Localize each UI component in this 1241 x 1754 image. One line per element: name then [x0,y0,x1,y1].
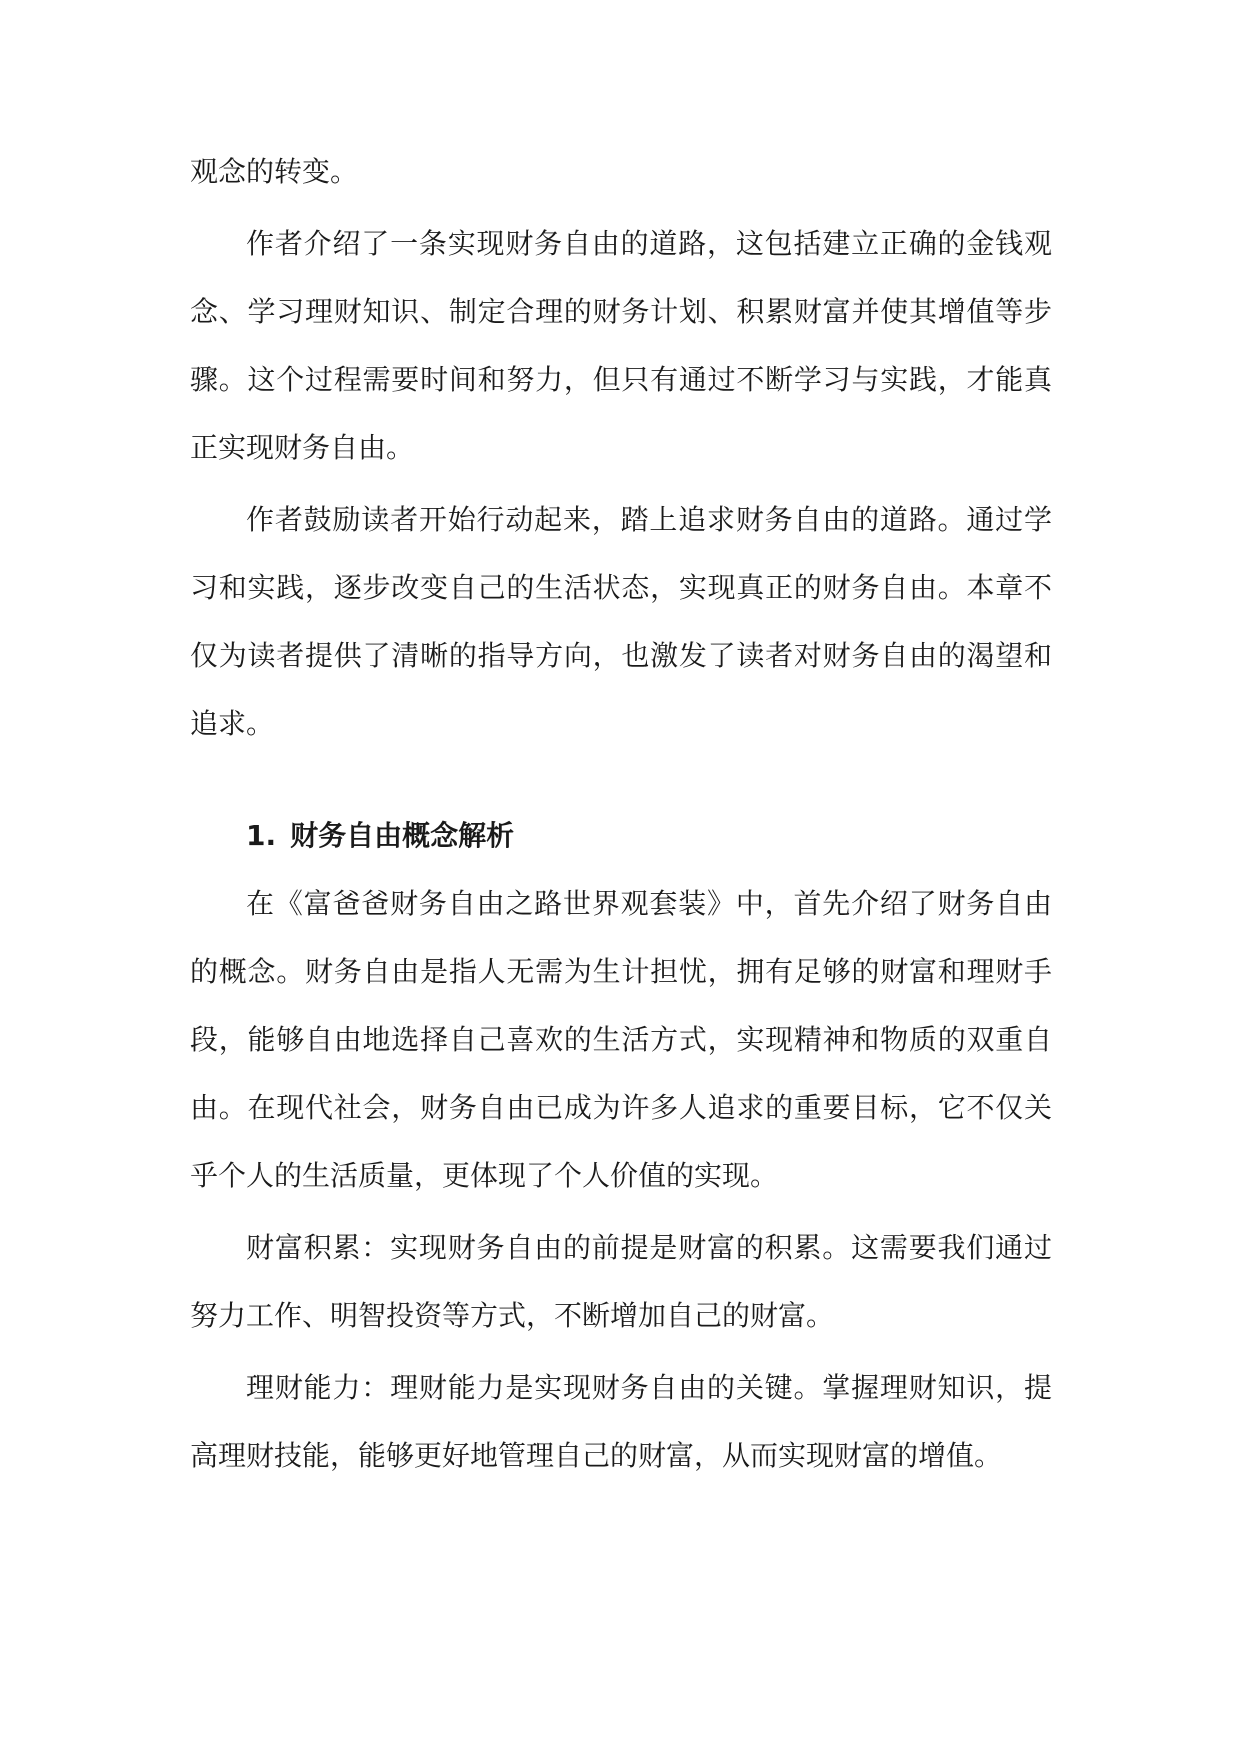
paragraph-financial-path: 作者介绍了一条实现财务自由的道路，这包括建立正确的金钱观念、学习理财知识、制定合理的财务计划、积累财富并使其增值等步骤。这个过程需要时间和努力，但只有通过不断学习与实践，才能真正实现财务自由。 [190,227,1052,464]
paragraph-encouragement: 作者鼓励读者开始行动起来，踏上追求财务自由的道路。通过学习和实践，逐步改变自己的生活状态，实现真正的财务自由。本章不仅为读者提供了清晰的指导方向，也激发了读者对财务自由的渴望和追求。 [190,503,1052,740]
section-number: 1. [246,819,277,852]
section-heading [190,802,1052,870]
paragraph-concept: 在《富爸爸财务自由之路世界观套装》中，首先介绍了财务自由的概念。财务自由是指人无需为生计担忧，拥有足够的财富和理财手段，能够自由地选择自己喜欢的生活方式，实现精神和物质的双重自由。在现代社会，财务自由已成为许多人追求的重要目标，它不仅关乎个人的生活质量，更体现了个人价值的实现。 [190,887,1052,1192]
section-title: 财务自由概念解析 [290,819,515,852]
document-page [190,138,1052,1490]
paragraph-financial-ability: 理财能力：理财能力是实现财务自由的关键。掌握理财知识，提高理财技能，能够更好地管理自己的财富，从而实现财富的增值。 [190,1371,1052,1472]
paragraph-wealth-accumulation: 财富积累：实现财务自由的前提是财富的积累。这需要我们通过努力工作、明智投资等方式，不断增加自己的财富。 [190,1231,1052,1332]
paragraph-continuation: 观念的转变。 [190,155,359,188]
